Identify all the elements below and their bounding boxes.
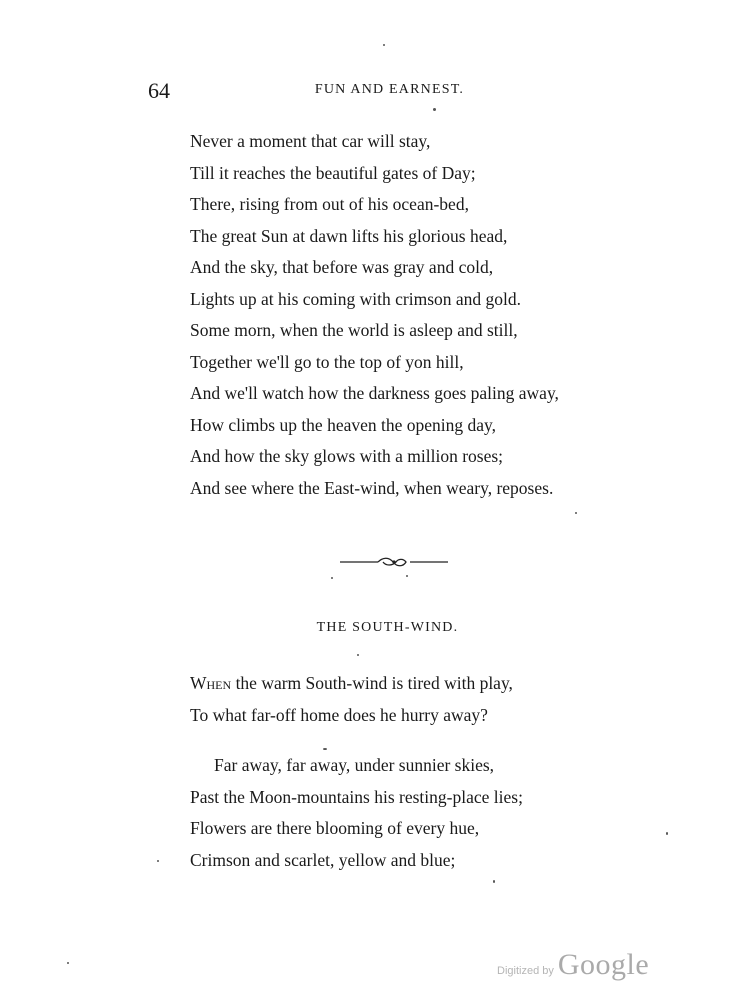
scan-speck [323,748,327,750]
scan-speck [357,654,359,656]
verse-line: The great Sun at dawn lifts his glorious head, [190,225,508,246]
verse-line: And we'll watch how the darkness goes paling away, [190,383,559,403]
verse-line: Together we'll go to the top of yon hill, [190,351,464,372]
scan-speck [383,44,385,46]
verse-line-text: the warm South-wind is tired with play, [231,673,513,693]
verse-line: There, rising from out of his ocean-bed, [190,194,469,214]
scan-speck [406,575,408,577]
watermark-prefix: Digitized by [497,965,554,977]
verse-line: Far away, far away, under sunnier skies, [214,755,495,775]
verse-line-first [190,668,513,700]
verse-line: Crimson and scarlet, yellow and blue; [190,849,456,870]
google-logo: Google [557,948,650,981]
verse-line: To what far-off home does he hurry away? [190,704,488,725]
drop-word: When [190,673,232,693]
section-divider-ornament [340,554,448,570]
poem-title: THE SOUTH-WIND. [316,620,459,635]
scan-speck [67,962,69,964]
scan-speck [157,860,159,862]
digitization-watermark [497,948,649,982]
verse-line: And the sky, that before was gray and cold, [190,257,494,277]
scan-speck [433,108,436,111]
verse-line: And how the sky glows with a million roses; [190,446,504,466]
verse-line: And see where the East-wind, when weary, reposes. [190,477,554,498]
poem-stanza-1 [190,668,513,731]
page-number: 64 [148,78,170,103]
verse-line: Some morn, when the world is asleep and still, [190,320,518,340]
verse-line: Never a moment that car will stay, [190,131,431,151]
verse-line: How climbs up the heaven the opening day, [190,414,497,435]
scan-speck [331,577,333,579]
scan-speck [666,832,668,835]
scan-speck [493,880,495,883]
verse-line: Lights up at his coming with crimson and gold. [190,288,522,309]
poem-stanza-2 [190,750,523,876]
scan-speck [575,512,577,514]
verse-line: Flowers are there blooming of every hue, [190,818,480,838]
poem-stanza-continued [190,126,559,504]
verse-line: Past the Moon-mountains his resting-place lies; [190,786,523,807]
verse-line: Till it reaches the beautiful gates of Day; [190,162,476,183]
running-head: FUN AND EARNEST. [314,82,465,97]
